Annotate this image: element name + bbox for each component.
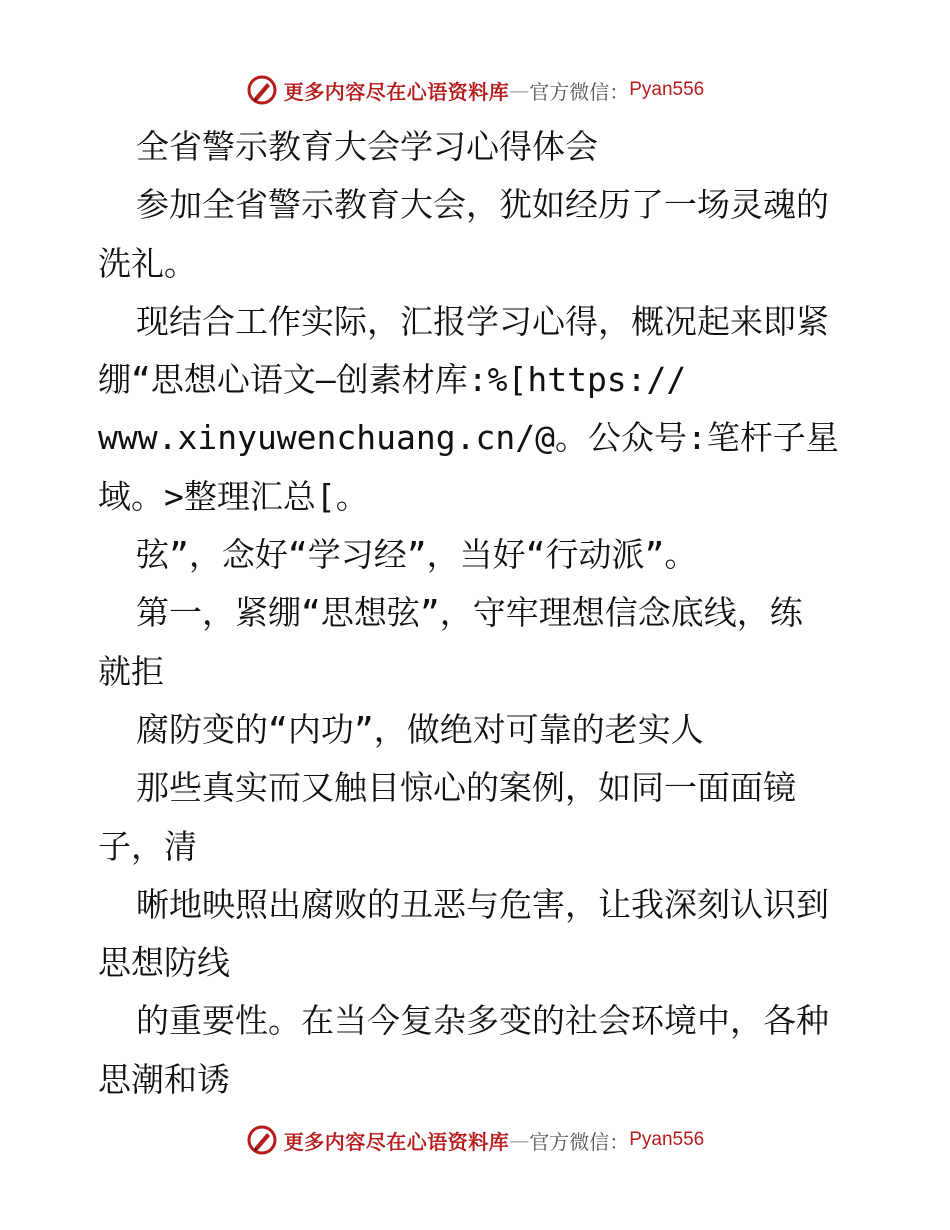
doc-line: 就拒 xyxy=(98,651,164,691)
doc-line: 洗礼。 xyxy=(98,243,197,283)
doc-line: 思想防线 xyxy=(98,943,230,983)
pen-logo-icon xyxy=(246,74,278,106)
doc-line: 域。>整理汇总[。 xyxy=(98,476,369,516)
header-banner xyxy=(0,70,950,110)
doc-line: 参加全省警示教育大会，犹如经历了一场灵魂的 xyxy=(136,185,829,225)
doc-line: 绷“思想心语文—创素材库:%[https:// xyxy=(98,360,687,400)
footer-library-name: 更多内容尽在心语资料库 xyxy=(283,1129,510,1154)
header-wechat-account: Pyan556 xyxy=(629,79,705,100)
doc-line: 那些真实而又触目惊心的案例，如同一面面镜 xyxy=(136,768,796,808)
doc-line: 的重要性。在当今复杂多变的社会环境中，各种 xyxy=(136,1001,829,1041)
footer-wechat-label: 官方微信： xyxy=(529,1129,630,1154)
header-dash: — xyxy=(509,78,530,102)
footer-wechat-account: Pyan556 xyxy=(629,1129,705,1150)
header-wechat-label: 官方微信： xyxy=(529,79,630,104)
doc-title: 全省警示教育大会学习心得体会 xyxy=(136,127,598,166)
footer-dash: — xyxy=(509,1128,530,1152)
pen-logo-icon xyxy=(246,1124,278,1156)
doc-line: 弦”，念好“学习经”，当好“行动派”。 xyxy=(136,535,698,575)
doc-line: 思潮和诱 xyxy=(98,1059,230,1099)
doc-line: 现结合工作实际，汇报学习心得，概况起来即紧 xyxy=(136,301,829,341)
doc-line: 第一，紧绷“思想弦”，守牢理想信念底线，练 xyxy=(136,593,803,633)
doc-line: 子，清 xyxy=(98,826,197,866)
doc-line: 晰地映照出腐败的丑恶与危害，让我深刻认识到 xyxy=(136,884,829,924)
document-body xyxy=(98,118,858,1109)
footer-banner xyxy=(0,1120,950,1160)
doc-line: www.xinyuwenchuang.cn/@。公众号:笔杆子星 xyxy=(98,418,839,458)
doc-line: 腐防变的“内功”，做绝对可靠的老实人 xyxy=(136,709,704,749)
header-library-name: 更多内容尽在心语资料库 xyxy=(283,79,510,104)
